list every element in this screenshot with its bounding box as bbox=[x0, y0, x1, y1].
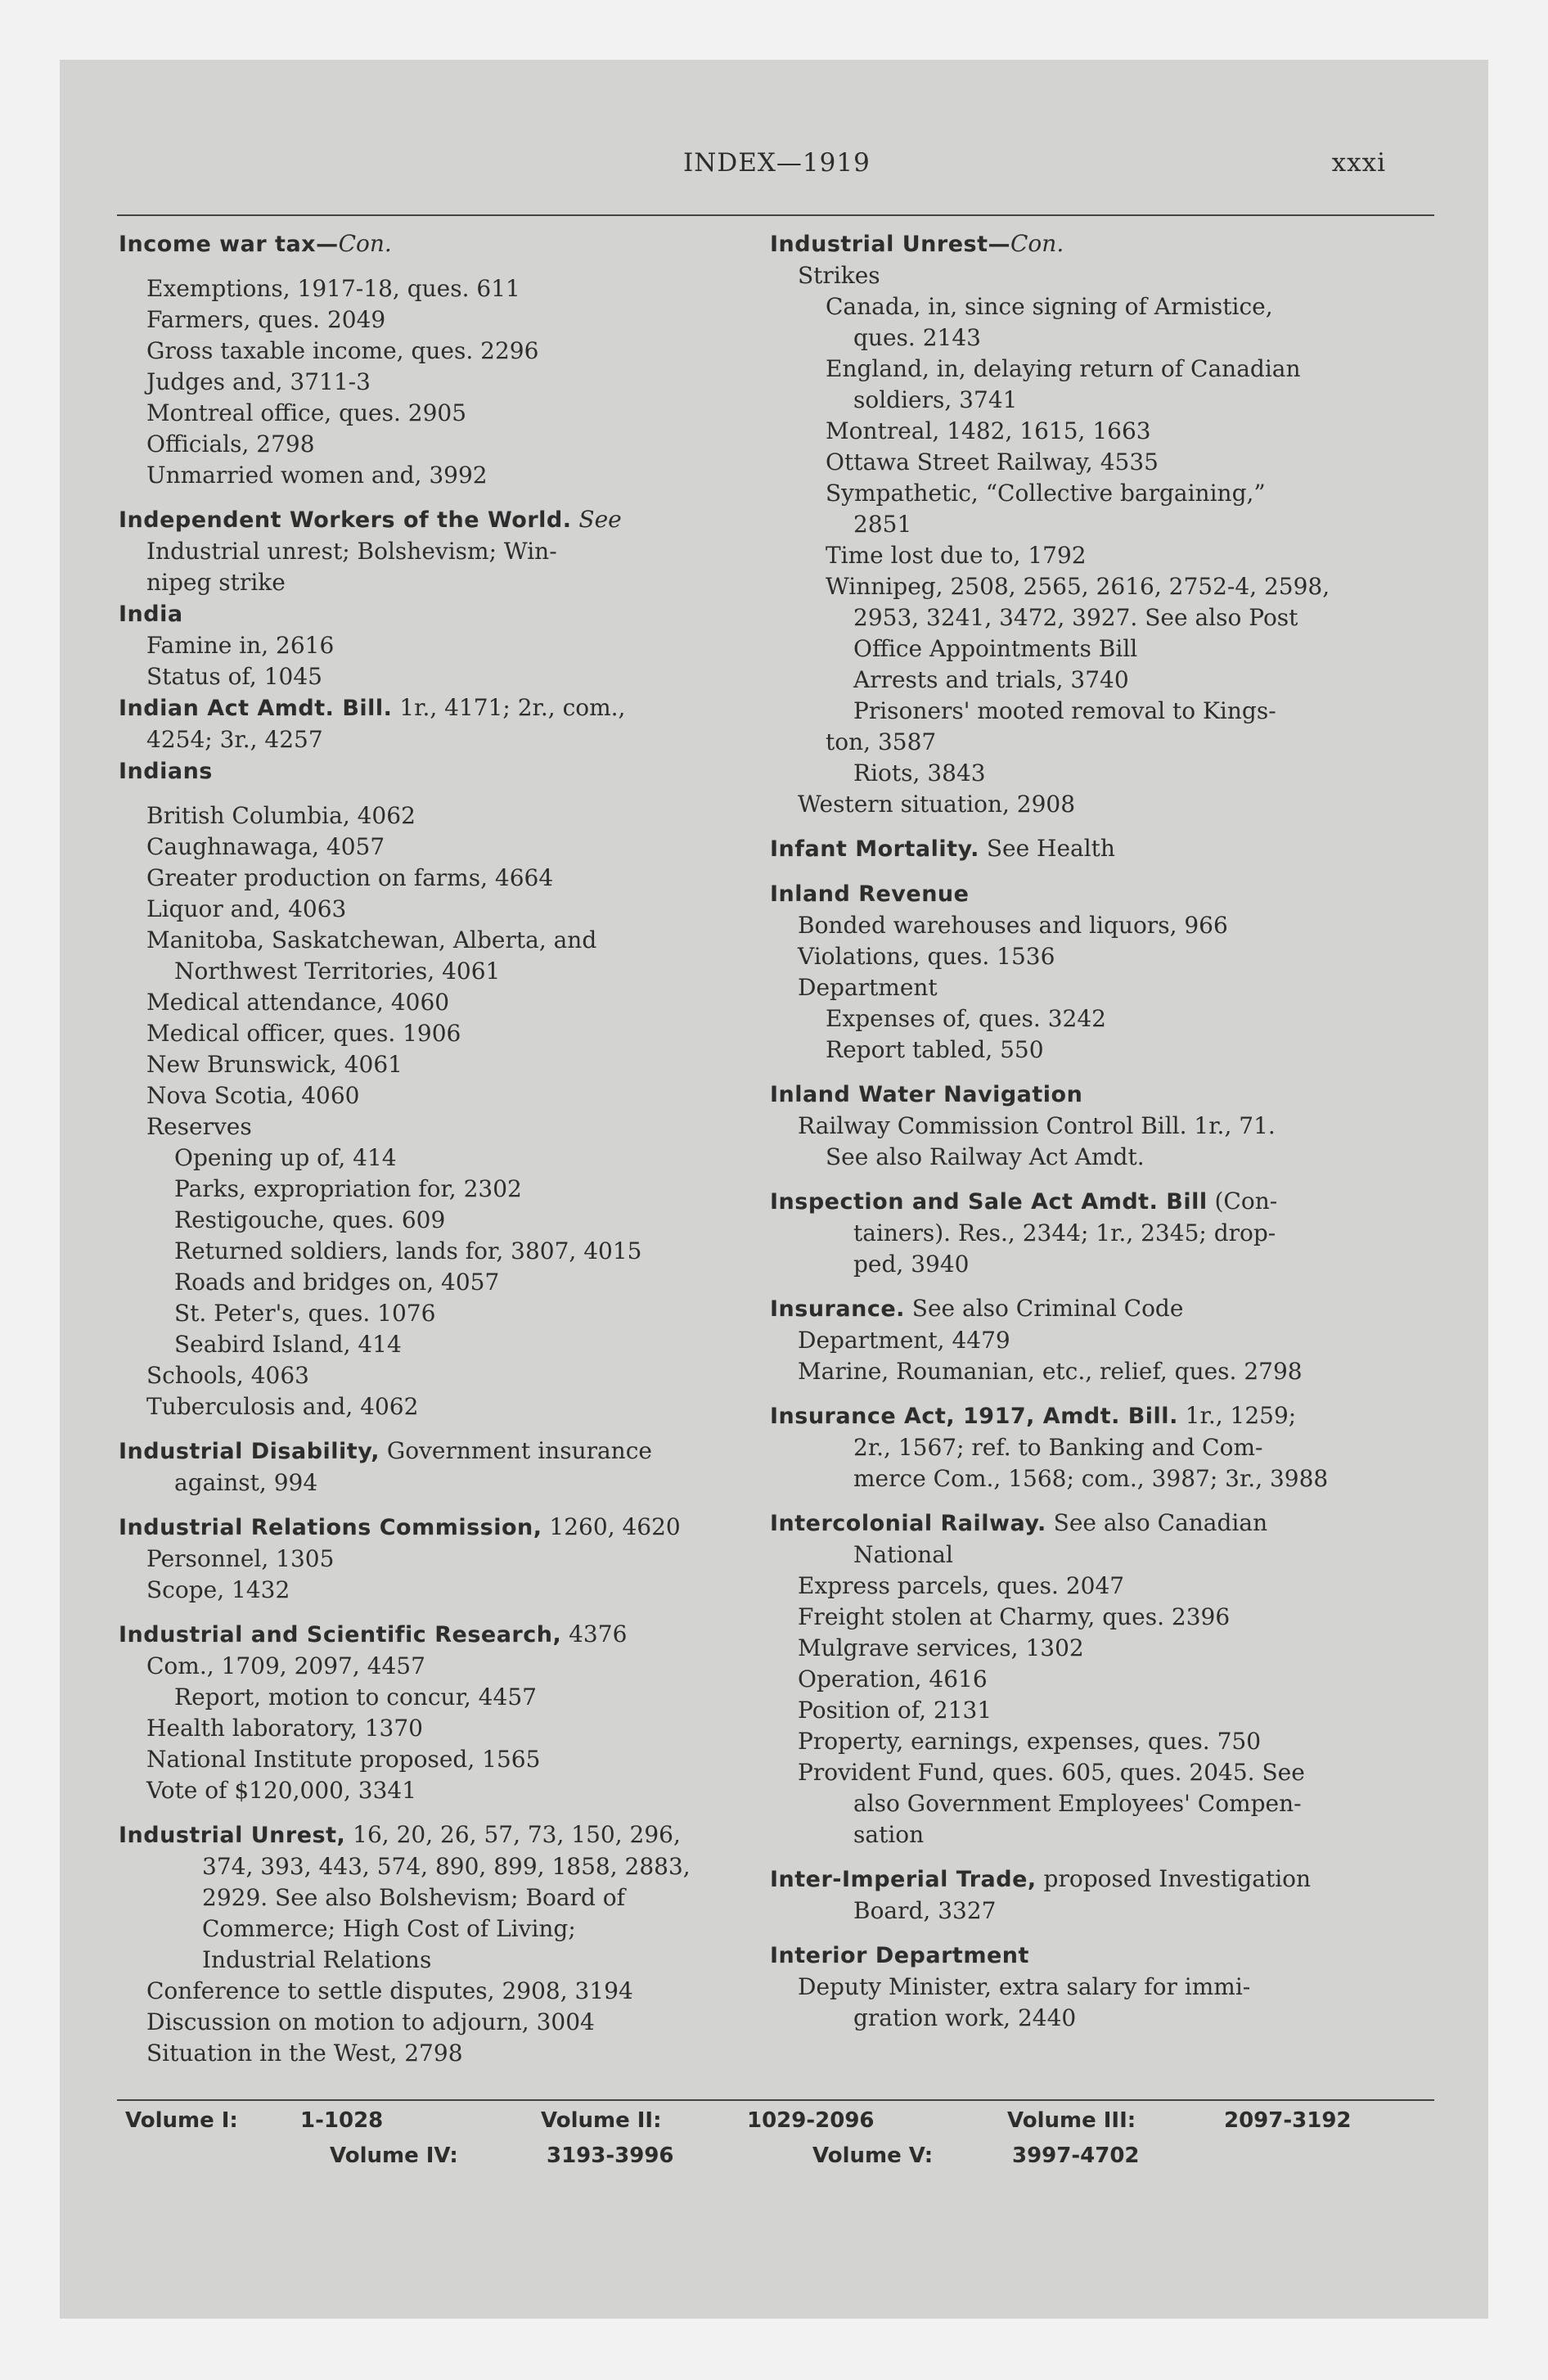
heading-text: Indian Act Amdt. Bill. bbox=[119, 696, 393, 721]
index-subentry: Medical attendance, 4060 bbox=[146, 989, 450, 1016]
volume-1-range: 1-1028 bbox=[300, 2108, 384, 2133]
entry-spacer bbox=[770, 820, 1449, 833]
volume-5-range: 3997-4702 bbox=[1012, 2143, 1140, 2168]
index-subentry: Department bbox=[798, 974, 938, 1001]
heading-text: Interior Department bbox=[770, 1943, 1029, 1968]
volume-1-label: Volume I: bbox=[125, 2108, 238, 2133]
index-subentry: Officials, 2798 bbox=[146, 430, 315, 458]
entry-spacer bbox=[770, 1280, 1449, 1293]
index-subentry: Restigouche, ques. 609 bbox=[174, 1206, 446, 1233]
right-column bbox=[770, 228, 1449, 2034]
heading-text: Inter-Imperial Trade, bbox=[770, 1867, 1037, 1892]
index-subentry: Department, 4479 bbox=[798, 1327, 1010, 1354]
index-subentry: British Columbia, 4062 bbox=[146, 802, 416, 829]
header-divider bbox=[117, 214, 1434, 216]
index-subentry: Roads and bridges on, 4057 bbox=[174, 1269, 500, 1296]
index-subentry: 2929. See also Bolshevism; Board of bbox=[202, 1884, 626, 1911]
index-subentry: Scope, 1432 bbox=[146, 1576, 290, 1603]
index-subentry: Reserves bbox=[146, 1113, 252, 1140]
heading-references: 4376 bbox=[561, 1620, 628, 1648]
heading-text: Intercolonial Railway. bbox=[770, 1511, 1046, 1536]
index-subentry: Schools, 4063 bbox=[146, 1362, 309, 1389]
index-subentry: Freight stolen at Charmy, ques. 2396 bbox=[798, 1603, 1231, 1630]
index-subentry: Report, motion to concur, 4457 bbox=[174, 1684, 537, 1711]
index-subentry: 4254; 3r., 4257 bbox=[146, 726, 323, 753]
index-subentry: Discussion on motion to adjourn, 3004 bbox=[146, 2008, 595, 2035]
heading-suffix: See bbox=[571, 506, 622, 533]
index-subentry: Office Appointments Bill bbox=[853, 635, 1138, 662]
index-subentry: Arrests and trials, 3740 bbox=[853, 666, 1129, 693]
index-subentry: Position of, 2131 bbox=[798, 1697, 992, 1724]
index-subentry: Tuberculosis and, 4062 bbox=[146, 1393, 419, 1420]
index-subentry: Provident Fund, ques. 605, ques. 2045. See bbox=[798, 1759, 1305, 1786]
index-subentry: Report tabled, 550 bbox=[826, 1036, 1044, 1063]
index-heading bbox=[119, 1512, 740, 1544]
index-subentry: Returned soldiers, lands for, 3807, 4015 bbox=[174, 1237, 642, 1264]
heading-text: Insurance. bbox=[770, 1296, 905, 1322]
index-subentry: Vote of $120,000, 3341 bbox=[146, 1777, 417, 1804]
index-heading bbox=[119, 598, 740, 630]
heading-text: Industrial Disability, bbox=[119, 1439, 380, 1464]
index-subentry: also Government Employees' Compen- bbox=[853, 1790, 1302, 1817]
index-subentry: Situation in the West, 2798 bbox=[146, 2040, 463, 2067]
heading-references: (Con- bbox=[1207, 1188, 1278, 1215]
index-subentry: National bbox=[853, 1541, 953, 1568]
heading-references: 1260, 4620 bbox=[542, 1513, 681, 1540]
index-subentry: soldiers, 3741 bbox=[853, 386, 1018, 413]
heading-text: Industrial Relations Commission, bbox=[119, 1515, 542, 1540]
index-heading bbox=[119, 1619, 740, 1651]
index-subentry: Expenses of, ques. 3242 bbox=[826, 1005, 1106, 1032]
index-subentry: Strikes bbox=[798, 262, 880, 289]
index-heading bbox=[770, 833, 1449, 865]
index-subentry: Farmers, ques. 2049 bbox=[146, 306, 386, 333]
entry-spacer bbox=[119, 1606, 740, 1619]
index-subentry: Personnel, 1305 bbox=[146, 1545, 335, 1572]
index-subentry: Famine in, 2616 bbox=[146, 632, 335, 659]
page-number: xxxi bbox=[1331, 148, 1386, 178]
index-heading bbox=[770, 1079, 1449, 1111]
heading-references: 1r., 1259; bbox=[1177, 1402, 1297, 1429]
index-subentry: Judges and, 3711-3 bbox=[146, 368, 371, 395]
entry-spacer bbox=[770, 865, 1449, 878]
index-subentry: Gross taxable income, ques. 2296 bbox=[146, 337, 539, 364]
index-subentry: Property, earnings, expenses, ques. 750 bbox=[798, 1728, 1262, 1755]
heading-text: Independent Workers of the World. bbox=[119, 507, 572, 533]
index-subentry: Ottawa Street Railway, 4535 bbox=[826, 449, 1159, 476]
index-heading bbox=[770, 1293, 1449, 1325]
index-subentry: New Brunswick, 4061 bbox=[146, 1051, 403, 1078]
index-subentry: ped, 3940 bbox=[853, 1251, 970, 1278]
index-subentry: Violations, ques. 1536 bbox=[798, 943, 1055, 970]
index-subentry: Seabird Island, 414 bbox=[174, 1331, 402, 1358]
index-subentry: National Institute proposed, 1565 bbox=[146, 1746, 541, 1773]
index-heading bbox=[770, 1508, 1449, 1539]
index-subentry: Operation, 4616 bbox=[798, 1666, 988, 1693]
index-subentry: Industrial Relations bbox=[202, 1946, 432, 1973]
index-subentry: 374, 393, 443, 574, 890, 899, 1858, 2883, bbox=[202, 1853, 691, 1880]
heading-references: 1r., 4171; 2r., com., bbox=[392, 694, 626, 721]
index-subentry: See also Railway Act Amdt. bbox=[826, 1143, 1145, 1170]
heading-text: Industrial Unrest— bbox=[770, 232, 1010, 257]
index-heading bbox=[119, 1819, 740, 1851]
entry-spacer bbox=[770, 1387, 1449, 1400]
entry-spacer bbox=[770, 1066, 1449, 1079]
index-subentry: Liquor and, 4063 bbox=[146, 895, 347, 922]
index-subentry: Railway Commission Control Bill. 1r., 71. bbox=[798, 1112, 1276, 1139]
volume-4-range: 3193-3996 bbox=[547, 2143, 674, 2168]
index-subentry: Montreal, 1482, 1615, 1663 bbox=[826, 417, 1151, 444]
index-subentry: England, in, delaying return of Canadian bbox=[826, 355, 1301, 382]
index-subentry: 2953, 3241, 3472, 3927. See also Post bbox=[853, 604, 1298, 631]
volume-4-label: Volume IV: bbox=[330, 2143, 458, 2168]
entry-spacer bbox=[119, 491, 740, 504]
entry-spacer bbox=[119, 260, 740, 273]
index-subentry: Riots, 3843 bbox=[853, 760, 986, 787]
index-subentry: Unmarried women and, 3992 bbox=[146, 462, 488, 489]
index-heading bbox=[119, 504, 740, 536]
index-subentry: St. Peter's, ques. 1076 bbox=[174, 1300, 436, 1327]
index-subentry: Montreal office, ques. 2905 bbox=[146, 399, 467, 426]
index-subentry: Express parcels, ques. 2047 bbox=[798, 1572, 1125, 1599]
heading-references: proposed Investigation bbox=[1036, 1865, 1312, 1892]
volume-5-label: Volume V: bbox=[812, 2143, 934, 2168]
index-subentry: Caughnawaga, 4057 bbox=[146, 833, 385, 860]
heading-text: Insurance Act, 1917, Amdt. Bill. bbox=[770, 1404, 1178, 1429]
heading-text: Industrial and Scientific Research, bbox=[119, 1622, 562, 1648]
index-subentry: Deputy Minister, extra salary for immi- bbox=[798, 1973, 1251, 2000]
index-subentry: Parks, expropriation for, 2302 bbox=[174, 1175, 522, 1202]
volume-3-label: Volume III: bbox=[1007, 2108, 1136, 2133]
entry-spacer bbox=[770, 1494, 1449, 1508]
index-heading bbox=[119, 228, 740, 260]
index-heading bbox=[770, 1940, 1449, 1972]
volume-3-range: 2097-3192 bbox=[1224, 2108, 1352, 2133]
index-heading bbox=[119, 692, 740, 724]
index-subentry: Status of, 1045 bbox=[146, 663, 322, 690]
heading-text: Inland Revenue bbox=[770, 881, 970, 907]
index-subentry: 2r., 1567; ref. to Banking and Com- bbox=[853, 1434, 1263, 1461]
heading-text: Industrial Unrest, bbox=[119, 1823, 346, 1848]
index-subentry: Time lost due to, 1792 bbox=[826, 542, 1087, 569]
index-subentry: Prisoners' mooted removal to Kings- bbox=[853, 697, 1276, 724]
heading-text: Income war tax— bbox=[119, 232, 339, 257]
index-subentry: Conference to settle disputes, 2908, 3194 bbox=[146, 1977, 633, 2004]
index-subentry: Com., 1709, 2097, 4457 bbox=[146, 1652, 425, 1679]
index-heading bbox=[119, 755, 740, 787]
heading-references: 16, 20, 26, 57, 73, 150, 296, bbox=[345, 1821, 681, 1848]
index-subentry: 2851 bbox=[853, 511, 912, 538]
index-heading bbox=[770, 1186, 1449, 1218]
index-subentry: Health laboratory, 1370 bbox=[146, 1715, 423, 1742]
entry-spacer bbox=[119, 787, 740, 800]
index-heading bbox=[770, 878, 1449, 910]
heading-text: Infant Mortality. bbox=[770, 836, 979, 862]
heading-references: See also Criminal Code bbox=[904, 1295, 1184, 1322]
index-subentry: Industrial unrest; Bolshevism; Win- bbox=[146, 538, 557, 565]
index-subentry: Mulgrave services, 1302 bbox=[798, 1634, 1084, 1661]
index-subentry: against, 994 bbox=[174, 1469, 318, 1496]
index-subentry: Manitoba, Saskatchewan, Alberta, and bbox=[146, 926, 597, 953]
entry-spacer bbox=[770, 1173, 1449, 1186]
volume-2-label: Volume II: bbox=[541, 2108, 662, 2133]
index-heading bbox=[770, 228, 1449, 260]
footer-divider bbox=[117, 2099, 1434, 2101]
index-subentry: Nova Scotia, 4060 bbox=[146, 1082, 360, 1109]
index-subentry: merce Com., 1568; com., 3987; 3r., 3988 bbox=[853, 1465, 1329, 1492]
index-page bbox=[60, 60, 1488, 2319]
index-subentry: Marine, Roumanian, etc., relief, ques. 2798 bbox=[798, 1358, 1303, 1385]
entry-spacer bbox=[119, 1499, 740, 1512]
index-subentry: gration work, 2440 bbox=[853, 2004, 1077, 2031]
index-subentry: Opening up of, 414 bbox=[174, 1144, 397, 1171]
index-subentry: nipeg strike bbox=[146, 569, 286, 596]
entry-spacer bbox=[770, 1927, 1449, 1940]
heading-text: India bbox=[119, 602, 183, 627]
index-heading bbox=[770, 1864, 1449, 1895]
index-subentry: Medical officer, ques. 1906 bbox=[146, 1020, 461, 1047]
index-subentry: Northwest Territories, 4061 bbox=[174, 958, 501, 985]
heading-references: Government insurance bbox=[379, 1437, 652, 1464]
index-subentry: Greater production on farms, 4664 bbox=[146, 864, 554, 891]
heading-references: See also Canadian bbox=[1046, 1509, 1268, 1536]
index-subentry: Sympathetic, “Collective bargaining,” bbox=[826, 480, 1266, 507]
heading-suffix: Con. bbox=[1010, 230, 1064, 257]
index-subentry: tainers). Res., 2344; 1r., 2345; drop- bbox=[853, 1219, 1276, 1246]
entry-spacer bbox=[119, 1422, 740, 1436]
index-subentry: Exemptions, 1917-18, ques. 611 bbox=[146, 275, 520, 302]
left-column bbox=[119, 228, 740, 2069]
heading-suffix: Con. bbox=[338, 230, 392, 257]
volume-2-range: 1029-2096 bbox=[747, 2108, 875, 2133]
entry-spacer bbox=[770, 1850, 1449, 1864]
index-subentry: ton, 3587 bbox=[826, 728, 937, 755]
heading-text: Inspection and Sale Act Amdt. Bill bbox=[770, 1189, 1208, 1215]
index-heading bbox=[119, 1436, 740, 1467]
index-subentry: Board, 3327 bbox=[853, 1897, 997, 1924]
entry-spacer bbox=[119, 1806, 740, 1819]
index-subentry: sation bbox=[853, 1821, 925, 1848]
index-subentry: Bonded warehouses and liquors, 966 bbox=[798, 912, 1228, 939]
index-subentry: ques. 2143 bbox=[853, 324, 981, 351]
heading-text: Indians bbox=[119, 759, 213, 784]
heading-text: Inland Water Navigation bbox=[770, 1082, 1083, 1107]
index-subentry: Commerce; High Cost of Living; bbox=[202, 1915, 576, 1942]
page-title: INDEX—1919 bbox=[683, 148, 871, 178]
index-subentry: Western situation, 2908 bbox=[798, 791, 1076, 818]
index-subentry: Winnipeg, 2508, 2565, 2616, 2752-4, 2598, bbox=[826, 573, 1330, 600]
heading-references: See Health bbox=[979, 835, 1115, 862]
index-subentry: Canada, in, since signing of Armistice, bbox=[826, 293, 1273, 320]
index-heading bbox=[770, 1400, 1449, 1432]
